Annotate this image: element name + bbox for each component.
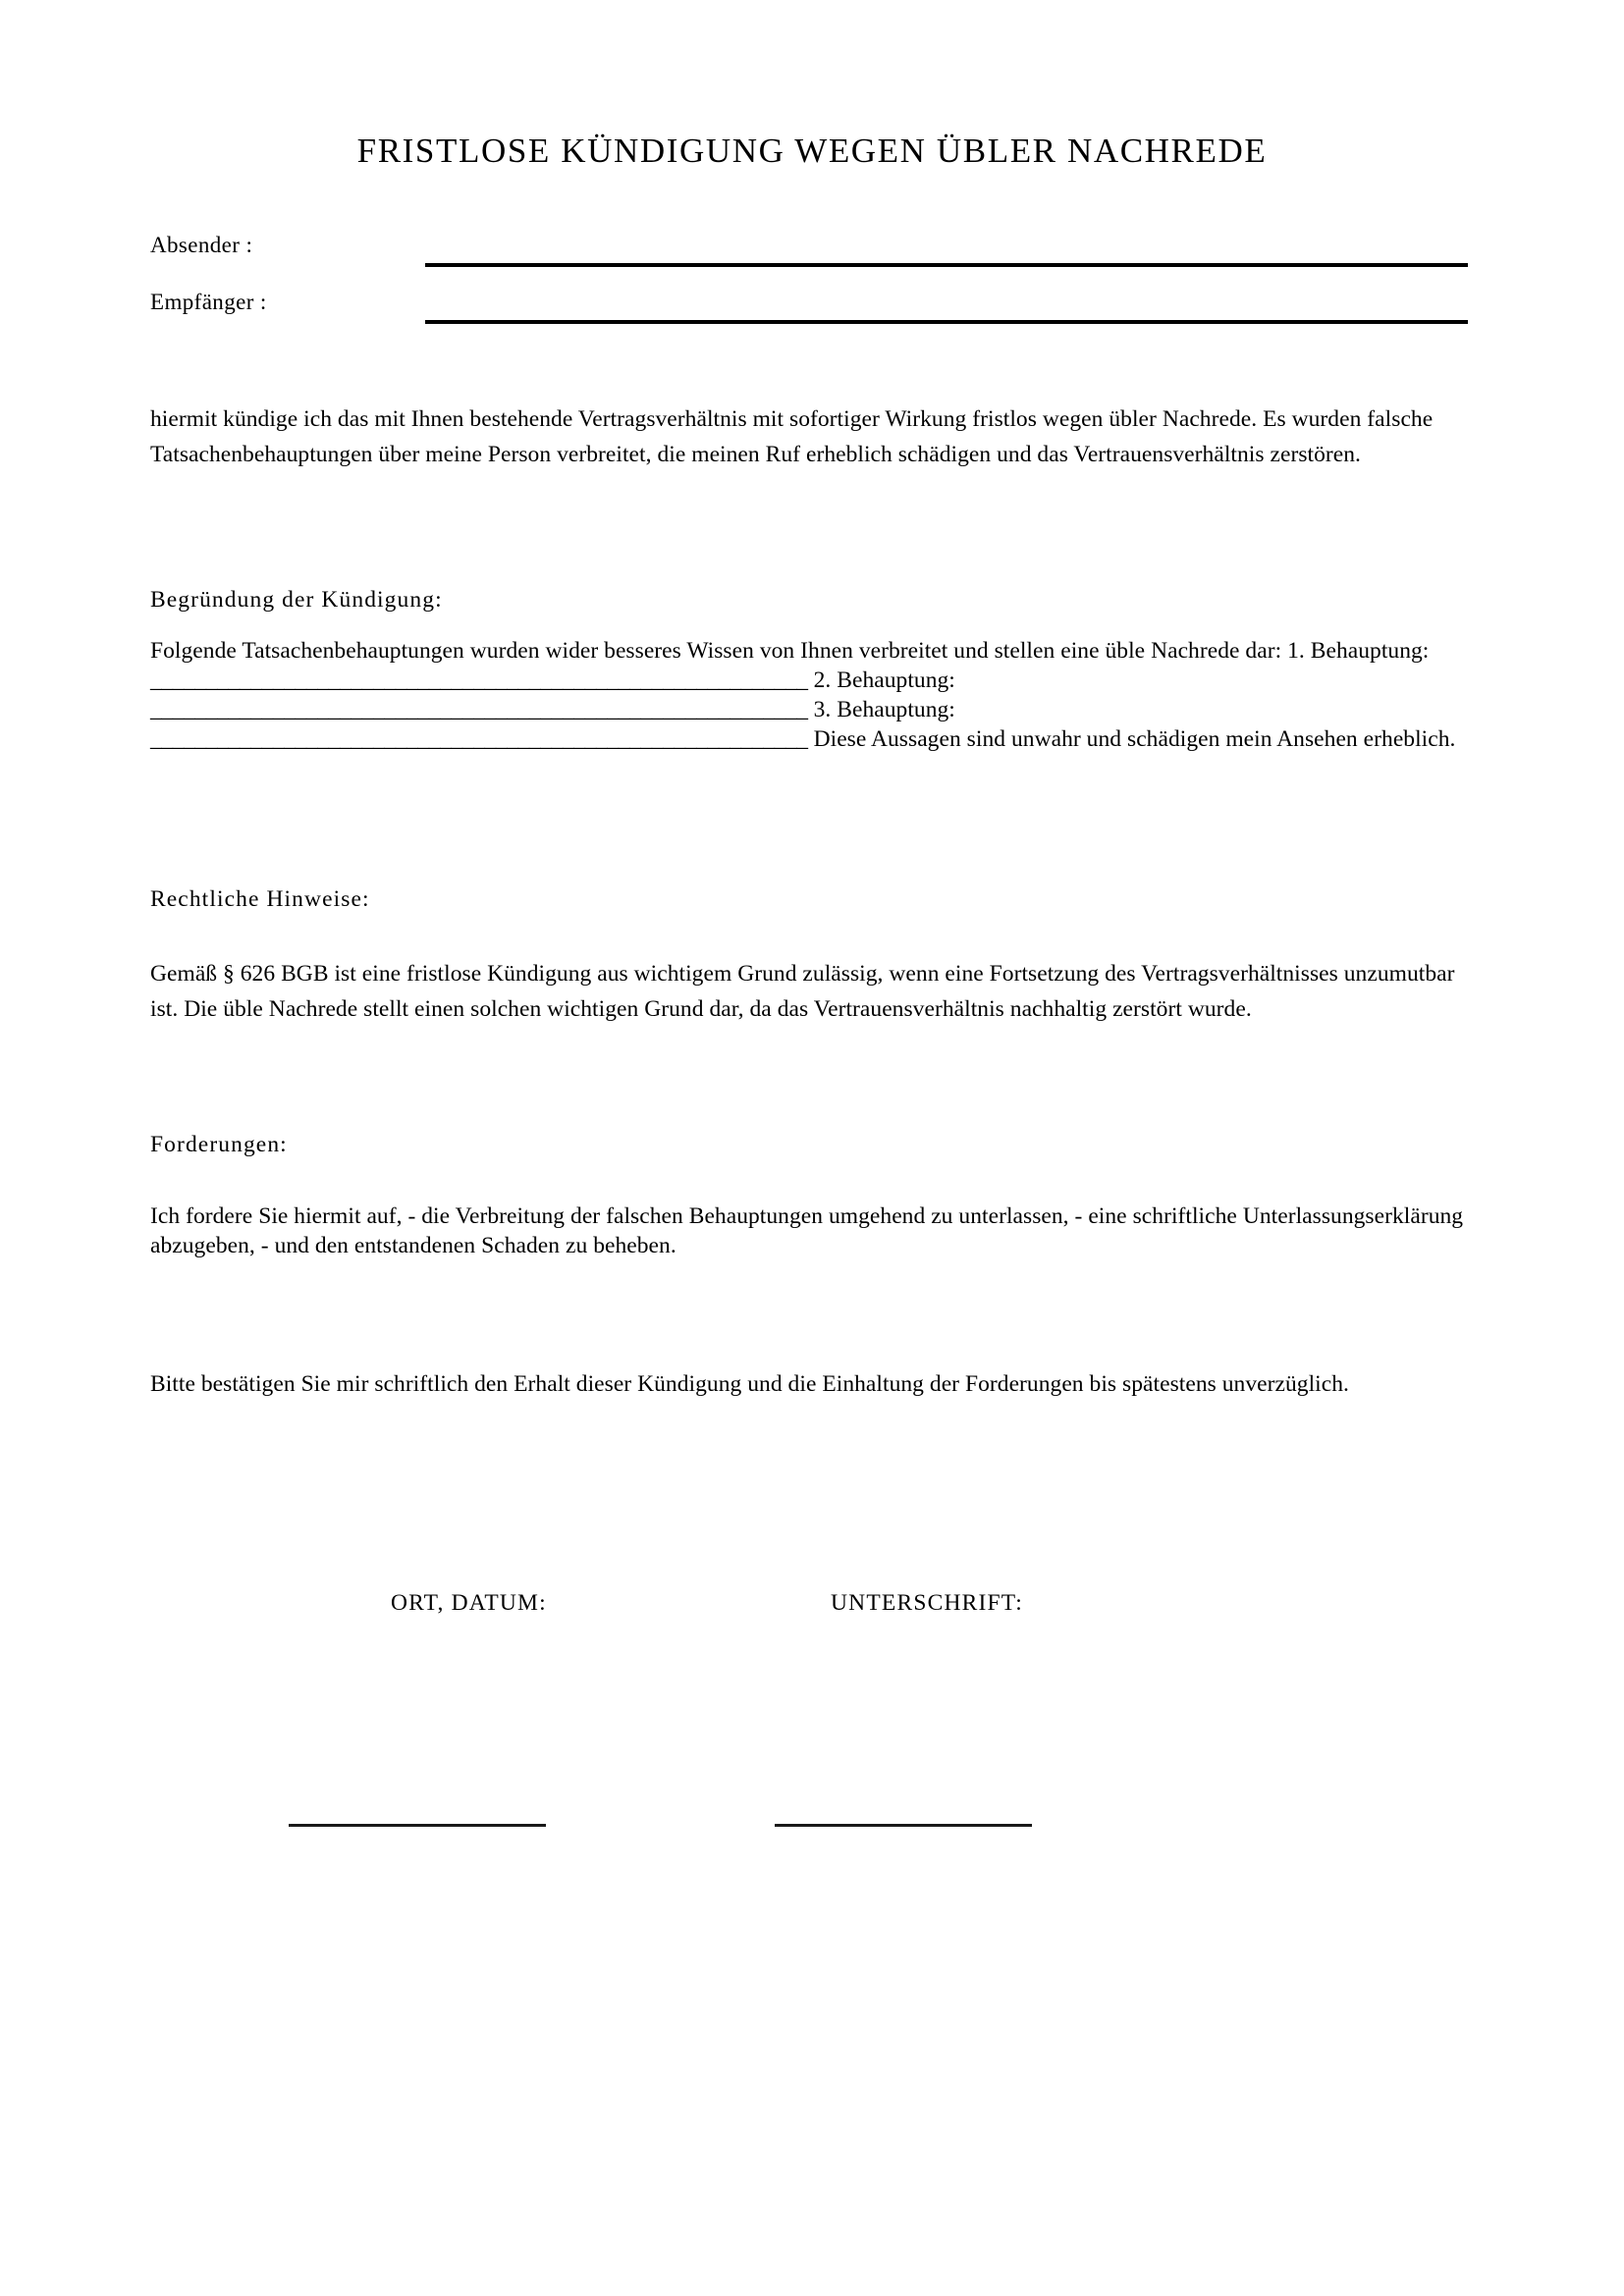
recipient-row bbox=[150, 288, 1474, 345]
legal-paragraph: Gemäß § 626 BGB ist eine fristlose Kündigung aus wichtigem Grund zulässig, wenn eine Fortsetzung des Vertragsverhältnisses unzumutbar ist. Die üble Nachrede stellt einen solchen wichtigen Grund dar, da das Vertrauensverhältnis nachhaltig zerstört wurde. bbox=[150, 960, 1455, 1022]
place-date-signature-line[interactable] bbox=[289, 1824, 546, 1827]
claim-3-input-line[interactable]: ___________________________________________________________ bbox=[150, 726, 808, 752]
legal-heading: Rechtliche Hinweise: bbox=[150, 886, 370, 912]
demands-paragraph: Ich fordere Sie hiermit auf, - die Verbreitung der falschen Behauptungen umgehend zu unterlassen, - eine schriftliche Unterlassungserklärung abzugeben, - und den entstandenen Schaden zu beheben. bbox=[150, 1202, 1464, 1258]
demands-heading: Forderungen: bbox=[150, 1132, 288, 1157]
sender-fill-line[interactable] bbox=[425, 263, 1468, 267]
place-date-label: ORT, DATUM: bbox=[391, 1590, 547, 1616]
claim-2-label: 2. Behauptung: bbox=[813, 667, 955, 693]
reason-heading: Begründung der Kündigung: bbox=[150, 587, 443, 613]
claim-2-input-line[interactable]: ___________________________________________________________ bbox=[150, 697, 808, 722]
signature-signature-line[interactable] bbox=[775, 1824, 1032, 1827]
signature-line-row bbox=[150, 1824, 1474, 1830]
address-block bbox=[150, 231, 1474, 345]
sender-row bbox=[150, 231, 1474, 288]
reason-body bbox=[150, 636, 1474, 754]
reason-lead-in: Folgende Tatsachenbehauptungen wurden wider besseres Wissen von Ihnen verbreitet und stellen eine üble Nachrede dar: bbox=[150, 638, 1282, 664]
signature-label: UNTERSCHRIFT: bbox=[831, 1590, 1023, 1616]
confirmation-paragraph: Bitte bestätigen Sie mir schriftlich den Erhalt dieser Kündigung und die Einhaltung der Forderungen bis spätestens unverzüglich. bbox=[150, 1370, 1349, 1397]
page-title: FRISTLOSE KÜNDIGUNG WEGEN ÜBLER NACHREDE bbox=[356, 132, 1268, 171]
claim-1-input-line[interactable]: ___________________________________________________________ bbox=[150, 667, 808, 693]
signature-label-row bbox=[150, 1587, 1474, 1621]
claim-3-label: 3. Behauptung: bbox=[813, 697, 955, 722]
recipient-fill-line[interactable] bbox=[425, 320, 1468, 324]
claim-1-label: 1. Behauptung: bbox=[1287, 638, 1430, 664]
reason-closing: Diese Aussagen sind unwahr und schädigen mein Ansehen erheblich. bbox=[813, 726, 1456, 752]
recipient-label: Empfänger : bbox=[150, 290, 267, 314]
sender-label: Absender : bbox=[150, 233, 253, 257]
intro-paragraph: hiermit kündige ich das mit Ihnen bestehende Vertragsverhältnis mit sofortiger Wirkung fristlos wegen übler Nachrede. Es wurden falsche Tatsachenbehauptungen über meine Person verbreitet, die meinen Ruf erheblich schädigen und das Vertrauensverhältnis zerstören. bbox=[150, 405, 1434, 467]
